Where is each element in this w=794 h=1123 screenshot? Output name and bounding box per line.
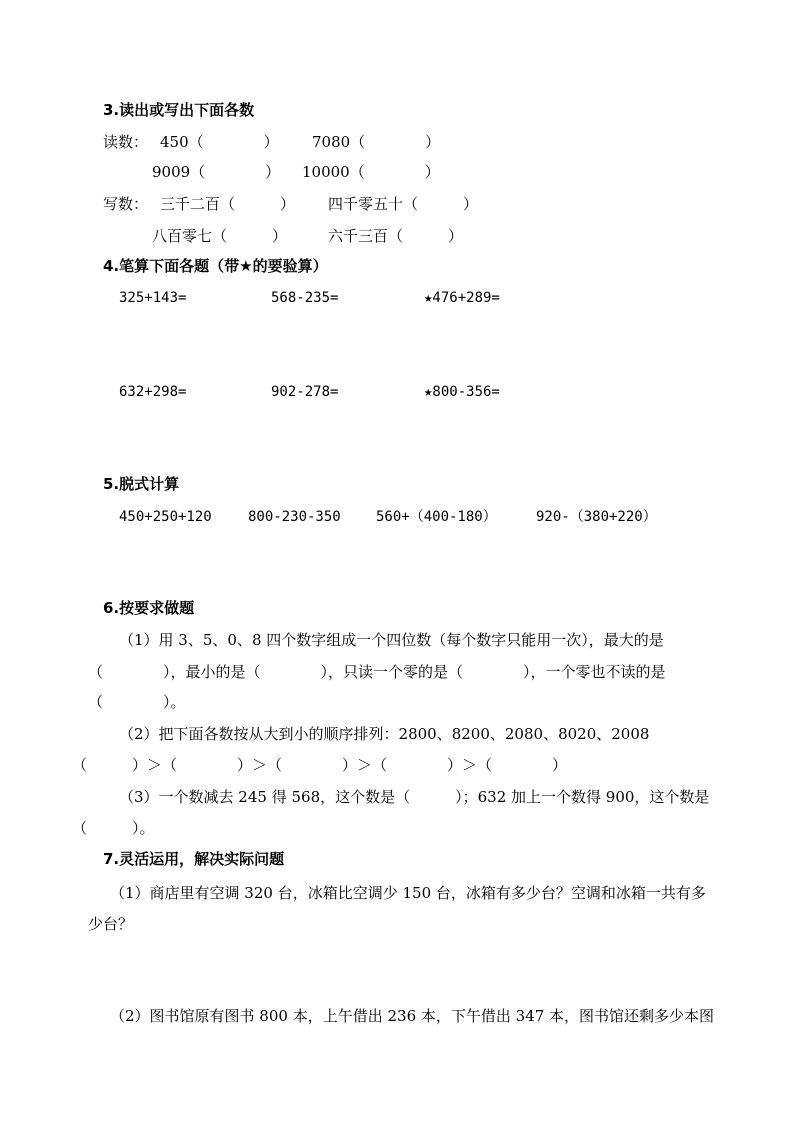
- calc-problem: 325+143=: [119, 290, 187, 306]
- read-item-10000: 10000（ ）: [302, 163, 440, 181]
- read-item-9009: 9009（ ）: [152, 163, 281, 181]
- calc-problem-verify: ★476+289=: [424, 290, 500, 306]
- q7-1-line2: 少台？: [88, 915, 134, 933]
- read-label: 读数：: [103, 133, 149, 151]
- stepwise-problem: 450+250+120: [119, 509, 212, 525]
- section-6-title: 6.按要求做题: [103, 599, 195, 617]
- q6-2-line1: （2）把下面各数按从大到小的顺序排列：2800、8200、2080、8020、2008: [119, 725, 650, 743]
- q6-3-line1: （3）一个数减去 245 得 568，这个数是（ ）；632 加上一个数得 900，这个数是: [119, 788, 710, 806]
- write-label: 写数：: [103, 195, 149, 213]
- calc-problem: 568-235=: [271, 290, 339, 306]
- read-item-7080: 7080（ ）: [312, 133, 441, 151]
- stepwise-problem: 560+（400-180）: [376, 509, 497, 525]
- write-item-2: 四千零五十（ ）: [328, 195, 479, 213]
- calc-problem: 632+298=: [119, 384, 187, 400]
- stepwise-problem: 800-230-350: [248, 509, 341, 525]
- q7-1-line1: （1）商店里有空调 320 台，冰箱比空调少 150 台，冰箱有多少台？空调和冰箱一共有多: [110, 884, 706, 902]
- q6-2-line2: （ ）＞（ ）＞（ ）＞（ ）＞（ ）: [72, 756, 568, 774]
- stepwise-problem: 920-（380+220）: [536, 509, 657, 525]
- calc-problem-verify: ★800-356=: [424, 384, 500, 400]
- section-7-title: 7.灵活运用，解决实际问题: [103, 850, 285, 868]
- q6-1-line2: （ ），最小的是（ ），只读一个零的是（ ），一个零也不读的是: [88, 663, 666, 681]
- read-item-450: 450（ ）: [160, 133, 279, 151]
- section-3-title: 3.读出或写出下面各数: [103, 101, 255, 119]
- q6-1-line1: （1）用 3、5、0、8 四个数字组成一个四位数（每个数字只能用一次），最大的是: [119, 631, 664, 649]
- q6-1-line3: （ ）。: [88, 693, 186, 711]
- section-5-title: 5.脱式计算: [103, 475, 180, 493]
- q7-2-line1: （2）图书馆原有图书 800 本，上午借出 236 本，下午借出 347 本，图书馆还剩多少本图: [110, 1007, 715, 1025]
- write-item-4: 六千三百（ ）: [328, 227, 464, 245]
- q6-3-line2: （ ）。: [72, 819, 155, 837]
- section-4-title: 4.笔算下面各题（带★的要验算）: [103, 257, 328, 275]
- calc-problem: 902-278=: [271, 384, 339, 400]
- write-item-1: 三千二百（ ）: [160, 195, 296, 213]
- write-item-3: 八百零七（ ）: [152, 227, 288, 245]
